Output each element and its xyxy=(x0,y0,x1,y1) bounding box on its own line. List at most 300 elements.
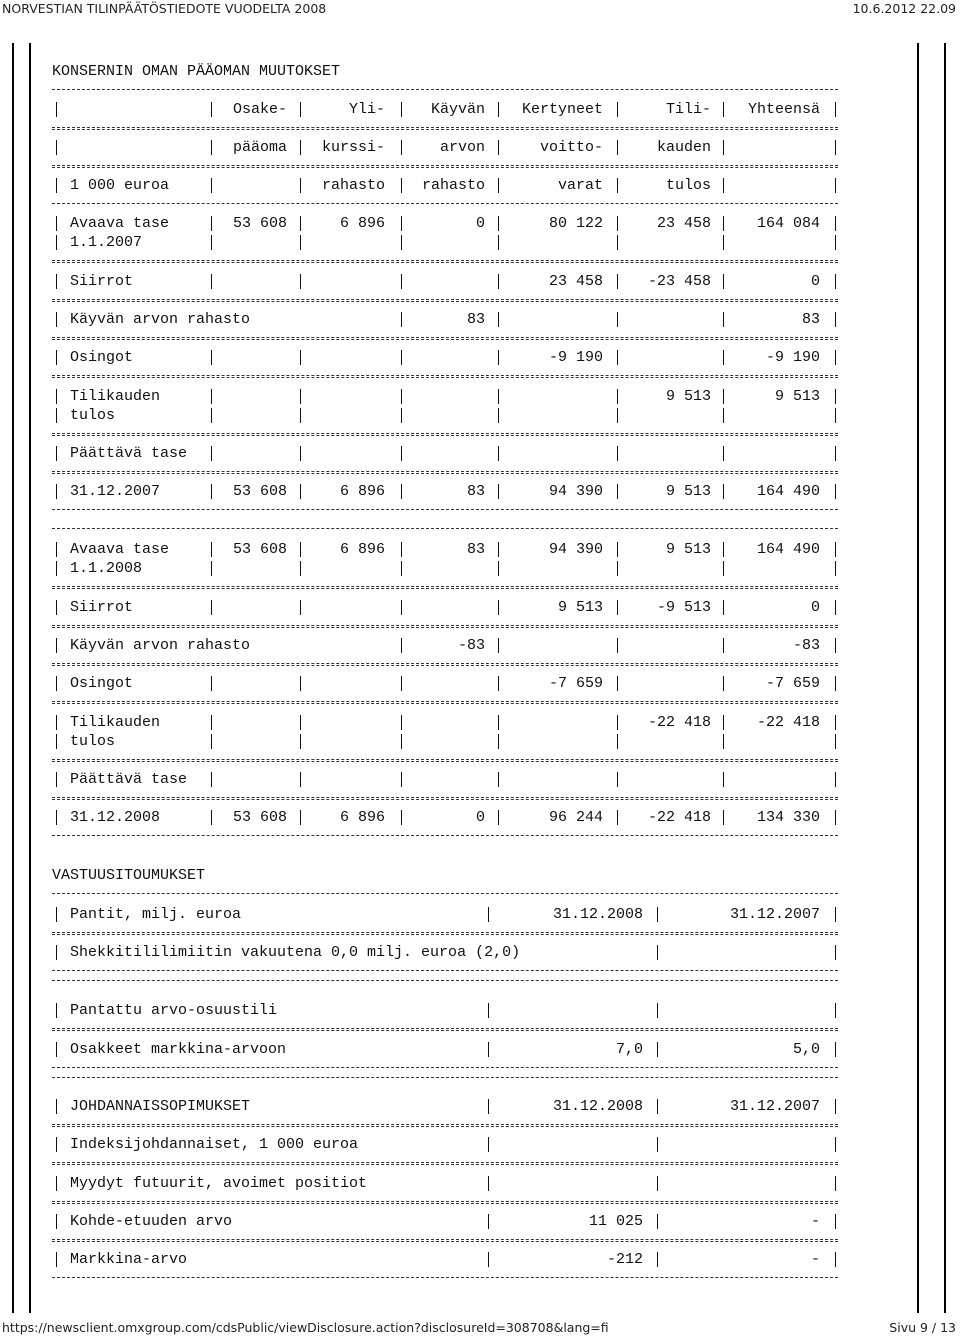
cell-divider xyxy=(300,810,301,825)
dashed-rule xyxy=(52,1077,838,1078)
cell-divider xyxy=(211,484,212,499)
cell-divider xyxy=(300,734,301,749)
row-value: 53 608 xyxy=(232,809,287,826)
row-value: 83 xyxy=(466,483,485,500)
cell-divider xyxy=(300,542,301,557)
dashed-rule xyxy=(52,129,838,130)
cell-divider xyxy=(300,561,301,576)
column-header: rahasto xyxy=(321,177,385,194)
row-value: 83 xyxy=(801,311,820,328)
dashed-rule xyxy=(52,262,838,263)
dashed-rule xyxy=(52,337,838,338)
cell-divider xyxy=(56,715,57,730)
cell-divider xyxy=(657,1252,658,1267)
dashed-rule xyxy=(52,759,838,760)
cell-divider xyxy=(617,542,618,557)
cell-divider xyxy=(401,312,402,327)
cell-divider xyxy=(488,1003,489,1018)
dashed-rule xyxy=(52,1277,838,1278)
cell-divider xyxy=(723,734,724,749)
cell-divider xyxy=(835,216,836,231)
commitment-label: Pantattu arvo-osuustili xyxy=(70,1002,278,1019)
column-header: arvon xyxy=(439,139,485,156)
commitment-value-2008: -212 xyxy=(606,1251,643,1268)
dashed-rule xyxy=(52,797,838,798)
cell-divider xyxy=(723,235,724,250)
row-label: Siirrot xyxy=(70,599,134,616)
cell-divider xyxy=(211,715,212,730)
cell-divider xyxy=(300,772,301,787)
cell-divider xyxy=(617,600,618,615)
cell-divider xyxy=(401,140,402,155)
cell-divider xyxy=(617,350,618,365)
cell-divider xyxy=(835,561,836,576)
cell-divider xyxy=(617,216,618,231)
row-value: 96 244 xyxy=(548,809,603,826)
left-border-inner xyxy=(29,43,31,1313)
cell-divider xyxy=(56,235,57,250)
row-value: 6 896 xyxy=(339,483,385,500)
cell-divider xyxy=(498,542,499,557)
cell-divider xyxy=(498,484,499,499)
cell-divider xyxy=(300,676,301,691)
row-value: -22 418 xyxy=(647,714,711,731)
dashed-rule xyxy=(52,1067,838,1068)
row-value: 9 513 xyxy=(665,541,711,558)
cell-divider xyxy=(56,1099,57,1114)
row-value: 134 330 xyxy=(756,809,820,826)
commitment-label: Osakkeet markkina-arvoon xyxy=(70,1041,287,1058)
cell-divider xyxy=(657,907,658,922)
row-value: 53 608 xyxy=(232,483,287,500)
cell-divider xyxy=(211,350,212,365)
dashed-rule xyxy=(52,1241,838,1242)
dashed-rule xyxy=(52,703,838,704)
cell-divider xyxy=(498,734,499,749)
dashed-rule xyxy=(52,934,838,935)
cell-divider xyxy=(56,810,57,825)
cell-divider xyxy=(56,1176,57,1191)
cell-divider xyxy=(300,715,301,730)
dashed-rule xyxy=(52,89,838,90)
cell-divider xyxy=(498,274,499,289)
cell-divider xyxy=(401,389,402,404)
cell-divider xyxy=(401,542,402,557)
cell-divider xyxy=(723,772,724,787)
commitments-title: VASTUUSITOUMUKSET xyxy=(52,867,206,884)
cell-divider xyxy=(835,446,836,461)
dashed-rule xyxy=(52,433,838,434)
cell-divider xyxy=(835,676,836,691)
cell-divider xyxy=(300,389,301,404)
dashed-rule xyxy=(52,1201,838,1202)
dashed-rule xyxy=(52,1203,838,1204)
row-label: tulos xyxy=(70,407,116,424)
cell-divider xyxy=(835,102,836,117)
dashed-rule xyxy=(52,167,838,168)
print-header xyxy=(0,0,960,18)
column-header: rahasto xyxy=(421,177,485,194)
cell-divider xyxy=(401,715,402,730)
row-value: 53 608 xyxy=(232,541,287,558)
commitment-value-2008: 11 025 xyxy=(588,1213,643,1230)
cell-divider xyxy=(401,216,402,231)
row-label: Siirrot xyxy=(70,273,134,290)
cell-divider xyxy=(835,235,836,250)
cell-divider xyxy=(488,1252,489,1267)
cell-divider xyxy=(723,676,724,691)
cell-divider xyxy=(56,1003,57,1018)
dashed-rule xyxy=(52,1028,838,1029)
print-timestamp: 10.6.2012 22.09 xyxy=(852,1,956,16)
left-border-outer xyxy=(12,43,14,1313)
cell-divider xyxy=(211,389,212,404)
dashed-rule xyxy=(52,665,838,666)
cell-divider xyxy=(498,389,499,404)
dashed-rule xyxy=(52,528,838,529)
dashed-rule xyxy=(52,932,838,933)
cell-divider xyxy=(835,600,836,615)
page-url: https://newsclient.omxgroup.com/cdsPublic/viewDisclosure.action?disclosureId=308708&lang=fi xyxy=(2,1320,609,1335)
row-value: -22 418 xyxy=(756,714,820,731)
document-title: NORVESTIAN TILINPÄÄTÖSTIEDOTE VUODELTA 2008 xyxy=(2,1,327,16)
cell-divider xyxy=(835,350,836,365)
cell-divider xyxy=(56,542,57,557)
cell-divider xyxy=(56,676,57,691)
cell-divider xyxy=(723,178,724,193)
dashed-rule xyxy=(52,260,838,261)
cell-divider xyxy=(56,350,57,365)
cell-divider xyxy=(56,408,57,423)
cell-divider xyxy=(300,216,301,231)
cell-divider xyxy=(835,389,836,404)
commitment-label: Kohde-etuuden arvo xyxy=(70,1213,233,1230)
row-label: Käyvän arvon rahasto xyxy=(70,311,251,328)
row-value: 83 xyxy=(466,311,485,328)
row-label: Avaava tase xyxy=(70,215,170,232)
cell-divider xyxy=(211,676,212,691)
row-value: 6 896 xyxy=(339,809,385,826)
cell-divider xyxy=(617,178,618,193)
row-value: -83 xyxy=(792,637,820,654)
cell-divider xyxy=(498,102,499,117)
cell-divider xyxy=(211,178,212,193)
cell-divider xyxy=(835,715,836,730)
row-value: 9 513 xyxy=(557,599,603,616)
cell-divider xyxy=(498,561,499,576)
dashed-rule xyxy=(52,761,838,762)
dashed-rule xyxy=(52,1030,838,1031)
cell-divider xyxy=(56,1252,57,1267)
cell-divider xyxy=(211,446,212,461)
cell-divider xyxy=(56,484,57,499)
dashed-rule xyxy=(52,471,838,472)
cell-divider xyxy=(835,1042,836,1057)
cell-divider xyxy=(56,1214,57,1229)
cell-divider xyxy=(401,734,402,749)
cell-divider xyxy=(617,638,618,653)
cell-divider xyxy=(401,638,402,653)
cell-divider xyxy=(300,140,301,155)
cell-divider xyxy=(401,772,402,787)
cell-divider xyxy=(835,772,836,787)
dashed-rule xyxy=(52,835,838,836)
cell-divider xyxy=(723,274,724,289)
cell-divider xyxy=(498,235,499,250)
column-header: Kertyneet xyxy=(521,101,603,118)
row-value: -23 458 xyxy=(647,273,711,290)
dashed-rule xyxy=(52,203,838,204)
cell-divider xyxy=(498,216,499,231)
cell-divider xyxy=(835,274,836,289)
cell-divider xyxy=(56,312,57,327)
cell-divider xyxy=(835,542,836,557)
column-header: Osake- xyxy=(232,101,287,118)
cell-divider xyxy=(723,638,724,653)
page-number: Sivu 9 / 13 xyxy=(889,1320,956,1335)
cell-divider xyxy=(56,389,57,404)
dashed-rule xyxy=(52,473,838,474)
cell-divider xyxy=(401,274,402,289)
cell-divider xyxy=(657,945,658,960)
dashed-rule xyxy=(52,435,838,436)
cell-divider xyxy=(723,102,724,117)
column-header: kauden xyxy=(656,139,711,156)
cell-divider xyxy=(56,102,57,117)
dashed-rule xyxy=(52,588,838,589)
column-header: Yhteensä xyxy=(747,101,820,118)
row-value: 23 458 xyxy=(656,215,711,232)
dashed-rule xyxy=(52,663,838,664)
commitment-value-2008: 31.12.2008 xyxy=(552,1098,643,1115)
row-value: -7 659 xyxy=(765,675,820,692)
row-label: Osingot xyxy=(70,675,134,692)
commitment-value-2007: 31.12.2007 xyxy=(729,906,820,923)
cell-divider xyxy=(657,1099,658,1114)
cell-divider xyxy=(617,484,618,499)
column-header: voitto- xyxy=(539,139,603,156)
cell-divider xyxy=(401,350,402,365)
row-label: 1.1.2007 xyxy=(70,234,143,251)
cell-divider xyxy=(401,484,402,499)
row-value: 9 513 xyxy=(665,483,711,500)
commitment-value-2008: 31.12.2008 xyxy=(552,906,643,923)
cell-divider xyxy=(657,1003,658,1018)
cell-divider xyxy=(300,484,301,499)
dashed-rule xyxy=(52,893,838,894)
cell-divider xyxy=(498,178,499,193)
row-label: Tilikauden xyxy=(70,388,161,405)
cell-divider xyxy=(617,715,618,730)
commitment-value-2007: - xyxy=(810,1251,820,1268)
cell-divider xyxy=(211,408,212,423)
row-label: Tilikauden xyxy=(70,714,161,731)
cell-divider xyxy=(300,600,301,615)
commitment-label: Markkina-arvo xyxy=(70,1251,188,1268)
row-label: Päättävä tase xyxy=(70,771,188,788)
cell-divider xyxy=(211,102,212,117)
row-value: 23 458 xyxy=(548,273,603,290)
cell-divider xyxy=(56,446,57,461)
cell-divider xyxy=(723,446,724,461)
cell-divider xyxy=(56,1042,57,1057)
cell-divider xyxy=(401,561,402,576)
row-label: Käyvän arvon rahasto xyxy=(70,637,251,654)
cell-divider xyxy=(723,715,724,730)
commitment-label: Indeksijohdannaiset, 1 000 euroa xyxy=(70,1136,359,1153)
cell-divider xyxy=(488,1176,489,1191)
row-label: 1.1.2008 xyxy=(70,560,143,577)
cell-divider xyxy=(498,600,499,615)
row-value: 83 xyxy=(466,541,485,558)
cell-divider xyxy=(835,1214,836,1229)
row-value: 0 xyxy=(810,273,820,290)
column-header: Yli- xyxy=(348,101,385,118)
row-label: Osingot xyxy=(70,349,134,366)
cell-divider xyxy=(211,140,212,155)
cell-divider xyxy=(56,907,57,922)
row-value: -9 190 xyxy=(765,349,820,366)
cell-divider xyxy=(488,1214,489,1229)
cell-divider xyxy=(835,484,836,499)
row-label: 31.12.2007 xyxy=(70,483,161,500)
commitment-label: JOHDANNAISSOPIMUKSET xyxy=(70,1098,251,1115)
cell-divider xyxy=(723,484,724,499)
cell-divider xyxy=(488,907,489,922)
row-value: 9 513 xyxy=(665,388,711,405)
cell-divider xyxy=(657,1042,658,1057)
cell-divider xyxy=(835,1252,836,1267)
cell-divider xyxy=(835,810,836,825)
cell-divider xyxy=(617,810,618,825)
cell-divider xyxy=(657,1137,658,1152)
cell-divider xyxy=(401,102,402,117)
row-label: tulos xyxy=(70,733,116,750)
cell-divider xyxy=(723,542,724,557)
commitment-label: Pantit, milj. euroa xyxy=(70,906,242,923)
dashed-rule xyxy=(52,1164,838,1165)
cell-divider xyxy=(401,178,402,193)
cell-divider xyxy=(211,235,212,250)
commitment-value-2007: - xyxy=(810,1213,820,1230)
cell-divider xyxy=(300,350,301,365)
row-label: Päättävä tase xyxy=(70,445,188,462)
cell-divider xyxy=(723,389,724,404)
commitment-value-2007: 5,0 xyxy=(792,1041,820,1058)
cell-divider xyxy=(401,676,402,691)
cell-divider xyxy=(56,945,57,960)
print-footer xyxy=(0,1320,960,1340)
dashed-rule xyxy=(52,299,838,300)
cell-divider xyxy=(401,235,402,250)
cell-divider xyxy=(617,772,618,787)
cell-divider xyxy=(835,638,836,653)
cell-divider xyxy=(56,772,57,787)
cell-divider xyxy=(56,178,57,193)
cell-divider xyxy=(835,734,836,749)
cell-divider xyxy=(617,235,618,250)
row-value: 0 xyxy=(475,215,485,232)
row-value: -9 513 xyxy=(656,599,711,616)
cell-divider xyxy=(617,561,618,576)
cell-divider xyxy=(498,312,499,327)
cell-divider xyxy=(211,216,212,231)
cell-divider xyxy=(835,907,836,922)
row-value: 164 490 xyxy=(756,483,820,500)
dashed-rule xyxy=(52,375,838,376)
cell-divider xyxy=(300,102,301,117)
cell-divider xyxy=(300,446,301,461)
row-value: 0 xyxy=(810,599,820,616)
cell-divider xyxy=(56,140,57,155)
cell-divider xyxy=(300,274,301,289)
cell-divider xyxy=(300,178,301,193)
cell-divider xyxy=(617,389,618,404)
cell-divider xyxy=(211,600,212,615)
commitment-label: Myydyt futuurit, avoimet positiot xyxy=(70,1175,368,1192)
column-header: Käyvän xyxy=(430,101,485,118)
cell-divider xyxy=(211,810,212,825)
dashed-rule xyxy=(52,301,838,302)
cell-divider xyxy=(723,312,724,327)
cell-divider xyxy=(300,408,301,423)
cell-divider xyxy=(835,1003,836,1018)
cell-divider xyxy=(56,216,57,231)
dashed-rule xyxy=(52,1124,838,1125)
cell-divider xyxy=(723,600,724,615)
dashed-rule xyxy=(52,970,838,971)
cell-divider xyxy=(723,810,724,825)
cell-divider xyxy=(211,542,212,557)
row-value: 0 xyxy=(475,809,485,826)
column-header: Tili- xyxy=(665,101,711,118)
cell-divider xyxy=(723,561,724,576)
cell-divider xyxy=(488,1137,489,1152)
cell-divider xyxy=(211,561,212,576)
cell-divider xyxy=(56,734,57,749)
cell-divider xyxy=(498,408,499,423)
cell-divider xyxy=(56,1137,57,1152)
cell-divider xyxy=(723,216,724,231)
right-border-outer xyxy=(944,43,946,1313)
dashed-rule xyxy=(52,1162,838,1163)
cell-divider xyxy=(498,810,499,825)
cell-divider xyxy=(617,312,618,327)
cell-divider xyxy=(401,810,402,825)
cell-divider xyxy=(723,408,724,423)
row-value: 94 390 xyxy=(548,541,603,558)
equity-title: KONSERNIN OMAN PÄÄOMAN MUUTOKSET xyxy=(52,63,341,80)
cell-divider xyxy=(211,772,212,787)
commitment-value-2007: 31.12.2007 xyxy=(729,1098,820,1115)
cell-divider xyxy=(498,140,499,155)
cell-divider xyxy=(401,408,402,423)
column-header: tulos xyxy=(665,177,711,194)
dashed-rule xyxy=(52,625,838,626)
row-value: 6 896 xyxy=(339,541,385,558)
dashed-rule xyxy=(52,701,838,702)
dashed-rule xyxy=(52,165,838,166)
row-value: 80 122 xyxy=(548,215,603,232)
commitment-label: Shekkitililimiitin vakuutena 0,0 milj. euroa (2,0) xyxy=(70,944,521,961)
row-label: 31.12.2008 xyxy=(70,809,161,826)
dashed-rule xyxy=(52,509,838,510)
row-value: 53 608 xyxy=(232,215,287,232)
cell-divider xyxy=(835,408,836,423)
cell-divider xyxy=(657,1214,658,1229)
row-value: -83 xyxy=(457,637,485,654)
cell-divider xyxy=(835,1176,836,1191)
